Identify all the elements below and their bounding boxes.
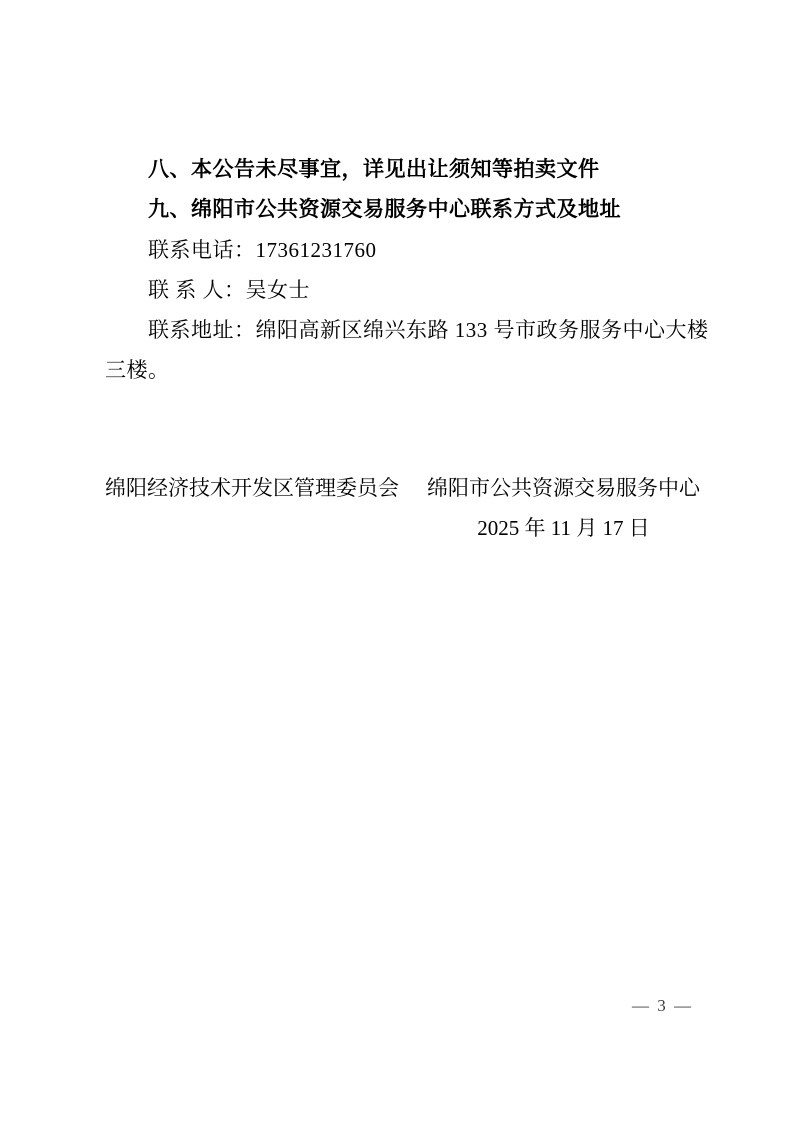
signature-left-org: 绵阳经济技术开发区管理委员会 (105, 476, 399, 500)
contact-phone-line: 联系电话：17361231760 (148, 238, 377, 262)
signature-block (105, 468, 700, 548)
signature-right-block (427, 468, 700, 548)
section-heading-9: 九、绵阳市公共资源交易服务中心联系方式及地址 (148, 198, 621, 221)
signature-date: 2025 年 11 月 17 日 (477, 516, 650, 540)
contact-address-wrap-line: 三楼。 (105, 358, 170, 382)
contact-person-line: 联 系 人：吴女士 (148, 278, 310, 302)
page-number: — 3 — (632, 996, 693, 1015)
section-heading-8: 八、本公告未尽事宜，详见出让须知等拍卖文件 (148, 158, 600, 181)
contact-address-line: 联系地址：绵阳高新区绵兴东路 133 号市政务服务中心大楼 (148, 318, 709, 342)
signature-right-org: 绵阳市公共资源交易服务中心 (427, 476, 700, 500)
document-body (105, 150, 709, 390)
